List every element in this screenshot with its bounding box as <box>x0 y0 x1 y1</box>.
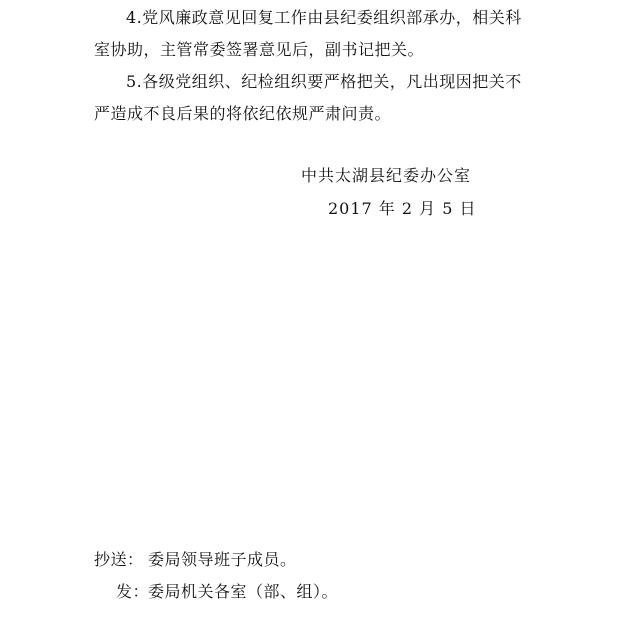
paragraph-5-line-2: 严造成不良后果的将依纪依规严肃问责。 <box>94 104 392 123</box>
paragraph-4-line-2: 室协助，主管常委签署意见后，副书记把关。 <box>94 40 425 59</box>
send-recipients: 委局机关各室（部、组）。 <box>148 582 339 601</box>
paragraph-4-line-1: 4.党风廉政意见回复工作由县纪委组织部承办，相关科 <box>126 8 522 27</box>
signature-organization: 中共太湖县纪委办公室 <box>301 166 472 185</box>
signature-date: 2017 年 2 月 5 日 <box>328 199 477 218</box>
cc-label: 抄送： <box>94 550 144 569</box>
cc-recipients: 委局领导班子成员。 <box>148 550 297 569</box>
send-label: 发： <box>116 582 150 601</box>
paragraph-5-line-1: 5.各级党组织、纪检组织要严格把关，凡出现因把关不 <box>126 72 522 91</box>
